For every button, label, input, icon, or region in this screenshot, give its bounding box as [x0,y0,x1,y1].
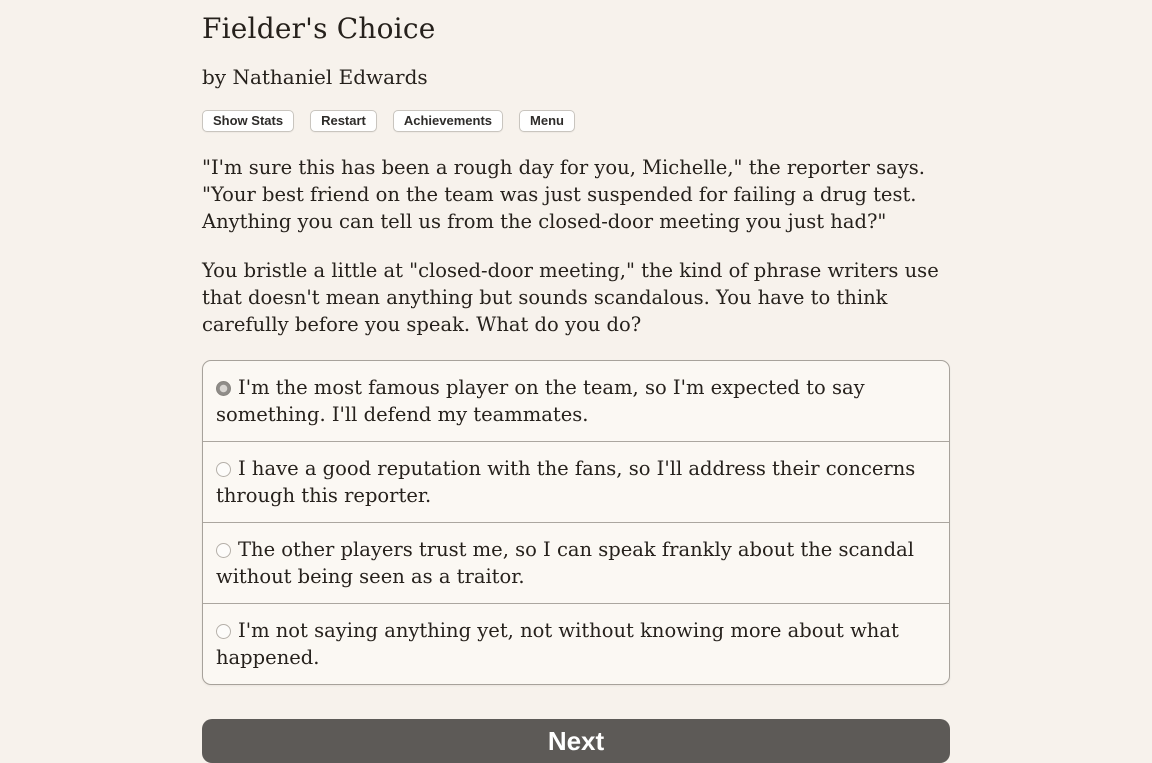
radio-button-icon[interactable] [216,462,231,477]
radio-button-icon[interactable] [216,381,231,396]
choice-option-label: The other players trust me, so I can speak frankly about the scandal without being seen as a traitor. [216,538,914,588]
radio-button-icon[interactable] [216,624,231,639]
radio-button-icon[interactable] [216,543,231,558]
choice-option-3[interactable] [203,523,949,604]
story-text [202,154,950,338]
choice-option-2[interactable] [203,442,949,523]
choice-option-label: I'm the most famous player on the team, so I'm expected to say something. I'll defend my teammates. [216,376,865,426]
author-byline: by Nathaniel Edwards [202,65,428,89]
toolbar [202,110,950,132]
menu-button[interactable]: Menu [519,110,575,132]
choice-option-1[interactable] [203,361,949,442]
show-stats-button[interactable]: Show Stats [202,110,294,132]
restart-button[interactable]: Restart [310,110,377,132]
game-title: Fielder's Choice [202,12,436,45]
choice-option-4[interactable] [203,604,949,684]
choice-option-label: I have a good reputation with the fans, so I'll address their concerns through this reporter. [216,457,916,507]
game-page [202,0,950,763]
achievements-button[interactable]: Achievements [393,110,503,132]
choice-option-label: I'm not saying anything yet, not without knowing more about what happened. [216,619,899,669]
choice-group [202,360,950,685]
next-button[interactable]: Next [202,719,950,763]
story-paragraph: You bristle a little at "closed-door meeting," the kind of phrase writers use that doesn't mean anything but sounds scandalous. You have to think carefully before you speak. What do you do? [202,259,939,336]
story-paragraph: "I'm sure this has been a rough day for you, Michelle," the reporter says. "Your best friend on the team was just suspended for failing a drug test. Anything you can tell us from the closed-door meeting you just had?" [202,156,925,233]
